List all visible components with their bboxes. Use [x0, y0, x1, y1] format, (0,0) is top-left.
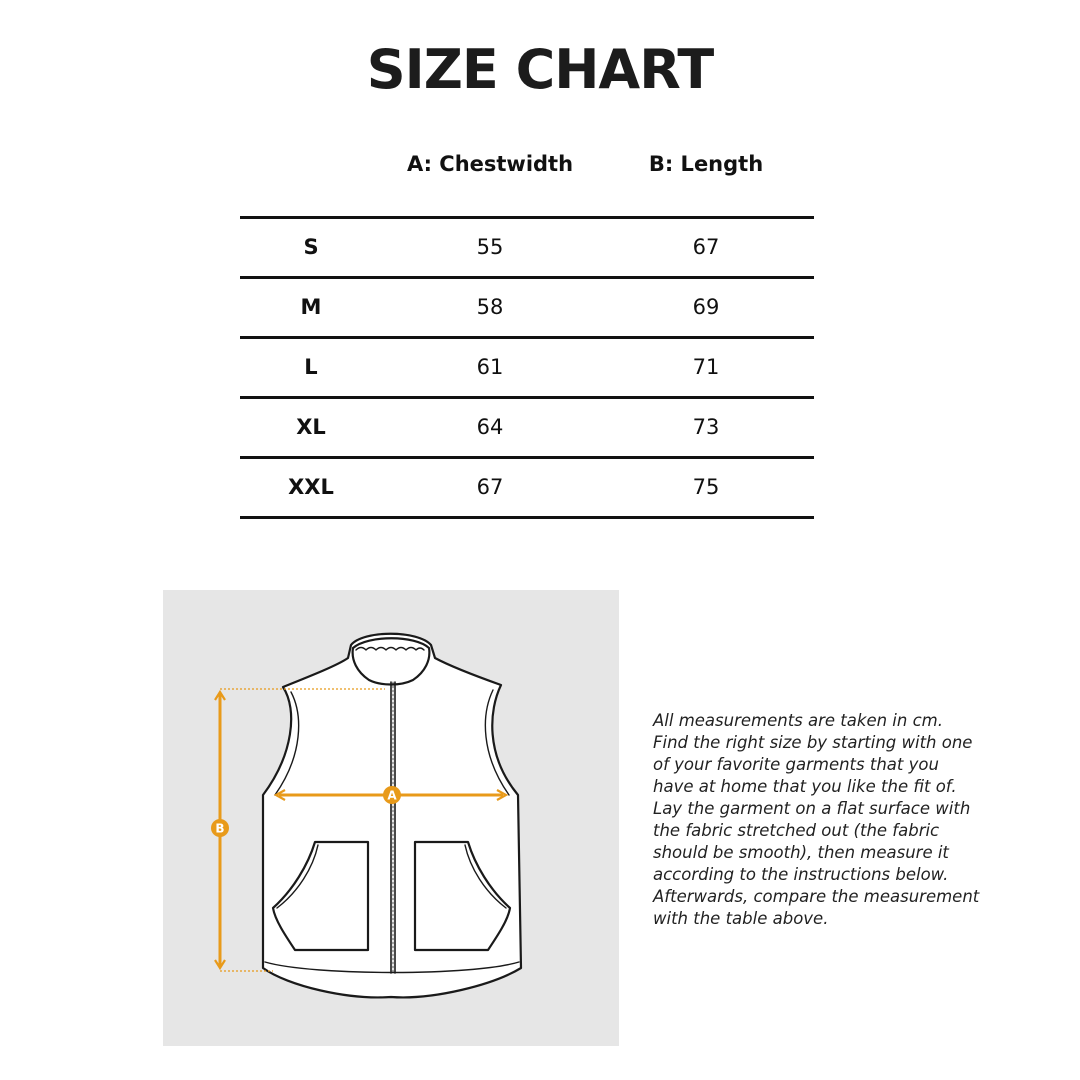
size-table: [240, 216, 814, 519]
size-cell: M: [300, 295, 322, 319]
table-row: [240, 276, 814, 336]
vest-diagram: [163, 590, 619, 1046]
size-cell: XL: [296, 415, 326, 439]
marker-b-label: B: [215, 821, 225, 836]
length-cell: 67: [692, 235, 720, 259]
chestwidth-cell: 55: [476, 235, 504, 259]
table-row: [240, 336, 814, 396]
measurement-instructions: All measurements are taken in cm. Find the right size by starting with one of your favorite garments that you have at home that you like the fit of. Lay the garment on a flat surface with the fabric stretched out (the fabric should be smooth), then measure it according to the instructions below. Afterwards, compare the measurement with the table above.: [653, 711, 980, 928]
size-cell: XXL: [288, 475, 334, 499]
vest-measurement-illustration: [163, 590, 619, 1046]
size-cell: L: [304, 355, 318, 379]
column-header-length: B: Length: [648, 152, 764, 176]
table-row: [240, 396, 814, 456]
length-cell: 71: [692, 355, 720, 379]
length-cell: 69: [692, 295, 720, 319]
marker-a-label: A: [387, 788, 397, 803]
chestwidth-cell: 58: [476, 295, 504, 319]
table-row: [240, 216, 814, 276]
vest-drawing: [263, 634, 521, 998]
size-cell: S: [303, 235, 319, 259]
length-cell: 75: [692, 475, 720, 499]
column-header-chestwidth: A: Chestwidth: [406, 152, 574, 176]
chestwidth-cell: 67: [476, 475, 504, 499]
chestwidth-cell: 64: [476, 415, 504, 439]
table-row: [240, 456, 814, 519]
chestwidth-cell: 61: [476, 355, 504, 379]
length-cell: 73: [692, 415, 720, 439]
page-title: SIZE CHART: [366, 38, 714, 101]
